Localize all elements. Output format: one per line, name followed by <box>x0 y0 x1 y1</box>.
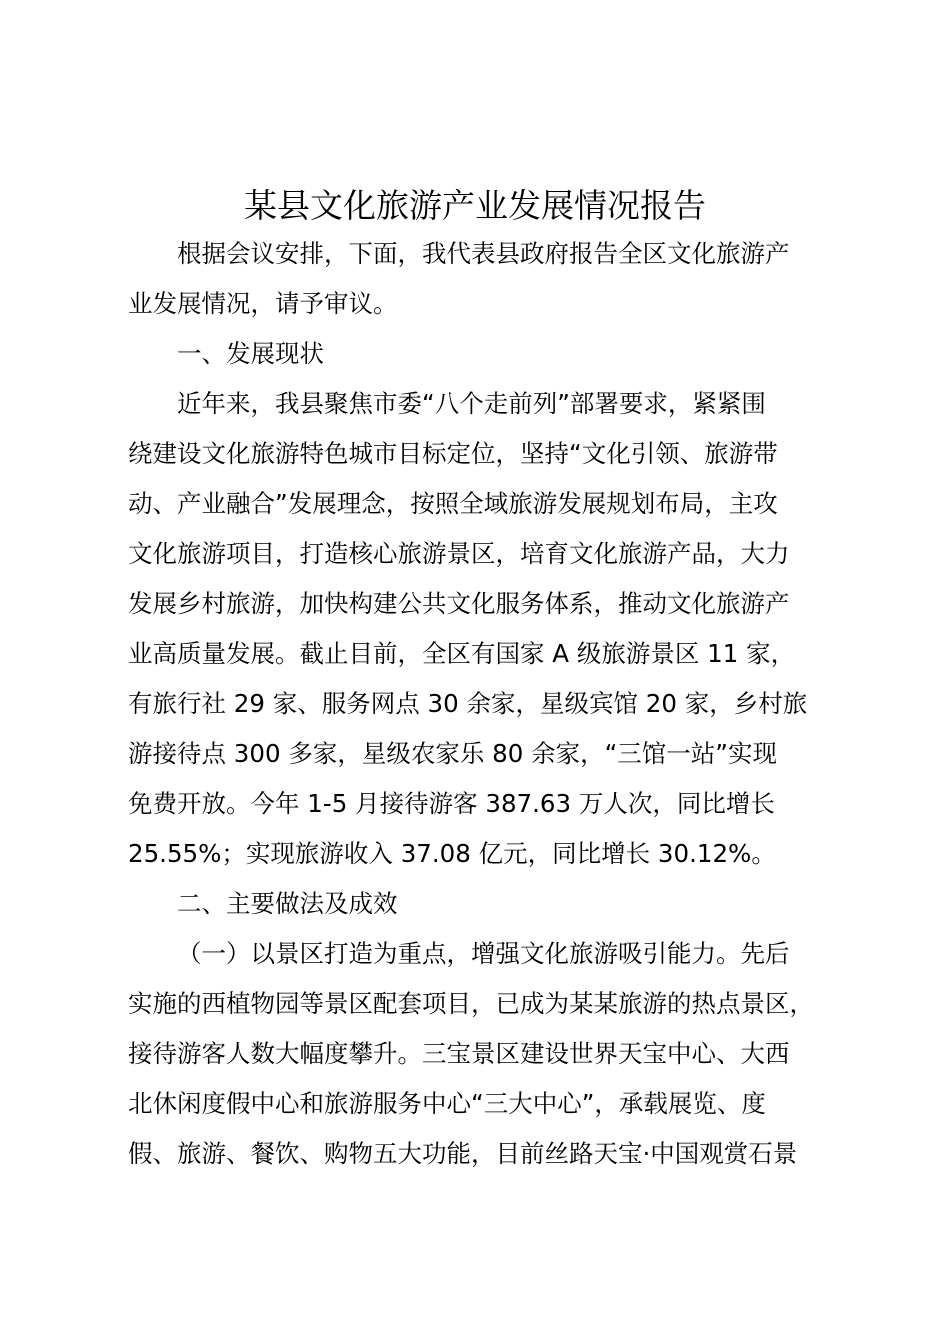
paragraph-status-line-3: 动、产业融合”发展理念，按照全域旅游发展规划布局，主攻 <box>128 489 778 518</box>
paragraph-intro-line-1: 根据会议安排，下面，我代表县政府报告全区文化旅游产 <box>177 239 790 268</box>
paragraph-measures-line-1: （一）以景区打造为重点，增强文化旅游吸引能力。先后 <box>177 939 790 968</box>
paragraph-status-line-7: 有旅行社 29 家、服务网点 30 余家，星级宾馆 20 家，乡村旅 <box>128 689 808 718</box>
document-title: 某县文化旅游产业发展情况报告 <box>244 186 706 225</box>
paragraph-measures-line-3: 接待游客人数大幅度攀升。三宝景区建设世界天宝中心、大西 <box>128 1039 790 1068</box>
paragraph-status-line-9: 免费开放。今年 1-5 月接待游客 387.63 万人次，同比增长 <box>128 789 775 818</box>
paragraph-status-line-4: 文化旅游项目，打造核心旅游景区，培育文化旅游产品，大力 <box>128 539 790 568</box>
paragraph-measures-line-2: 实施的西植物园等景区配套项目，已成为某某旅游的热点景区， <box>128 989 814 1018</box>
section-heading-2: 二、主要做法及成效 <box>177 889 398 918</box>
paragraph-status-line-2: 绕建设文化旅游特色城市目标定位，坚持“文化引领、旅游带 <box>128 439 778 468</box>
paragraph-measures-line-5: 假、旅游、餐饮、购物五大功能，目前丝路天宝·中国观赏石景 <box>128 1139 798 1168</box>
paragraph-status-line-8: 游接待点 300 多家，星级农家乐 80 余家，“三馆一站”实现 <box>128 739 777 768</box>
paragraph-status-line-6: 业高质量发展。截止目前，全区有国家 A 级旅游景区 11 家， <box>128 639 796 668</box>
paragraph-measures-line-4: 北休闲度假中心和旅游服务中心“三大中心”，承载展览、度 <box>128 1089 766 1118</box>
paragraph-status-line-10: 25.55%；实现旅游收入 37.08 亿元，同比增长 30.12%。 <box>128 839 776 868</box>
paragraph-intro-line-2: 业发展情况，请予审议。 <box>128 289 398 318</box>
section-heading-1: 一、发展现状 <box>177 339 324 368</box>
paragraph-status-line-1: 近年来，我县聚焦市委“八个走前列”部署要求，紧紧围 <box>177 389 766 418</box>
paragraph-status-line-5: 发展乡村旅游，加快构建公共文化服务体系，推动文化旅游产 <box>128 589 790 618</box>
